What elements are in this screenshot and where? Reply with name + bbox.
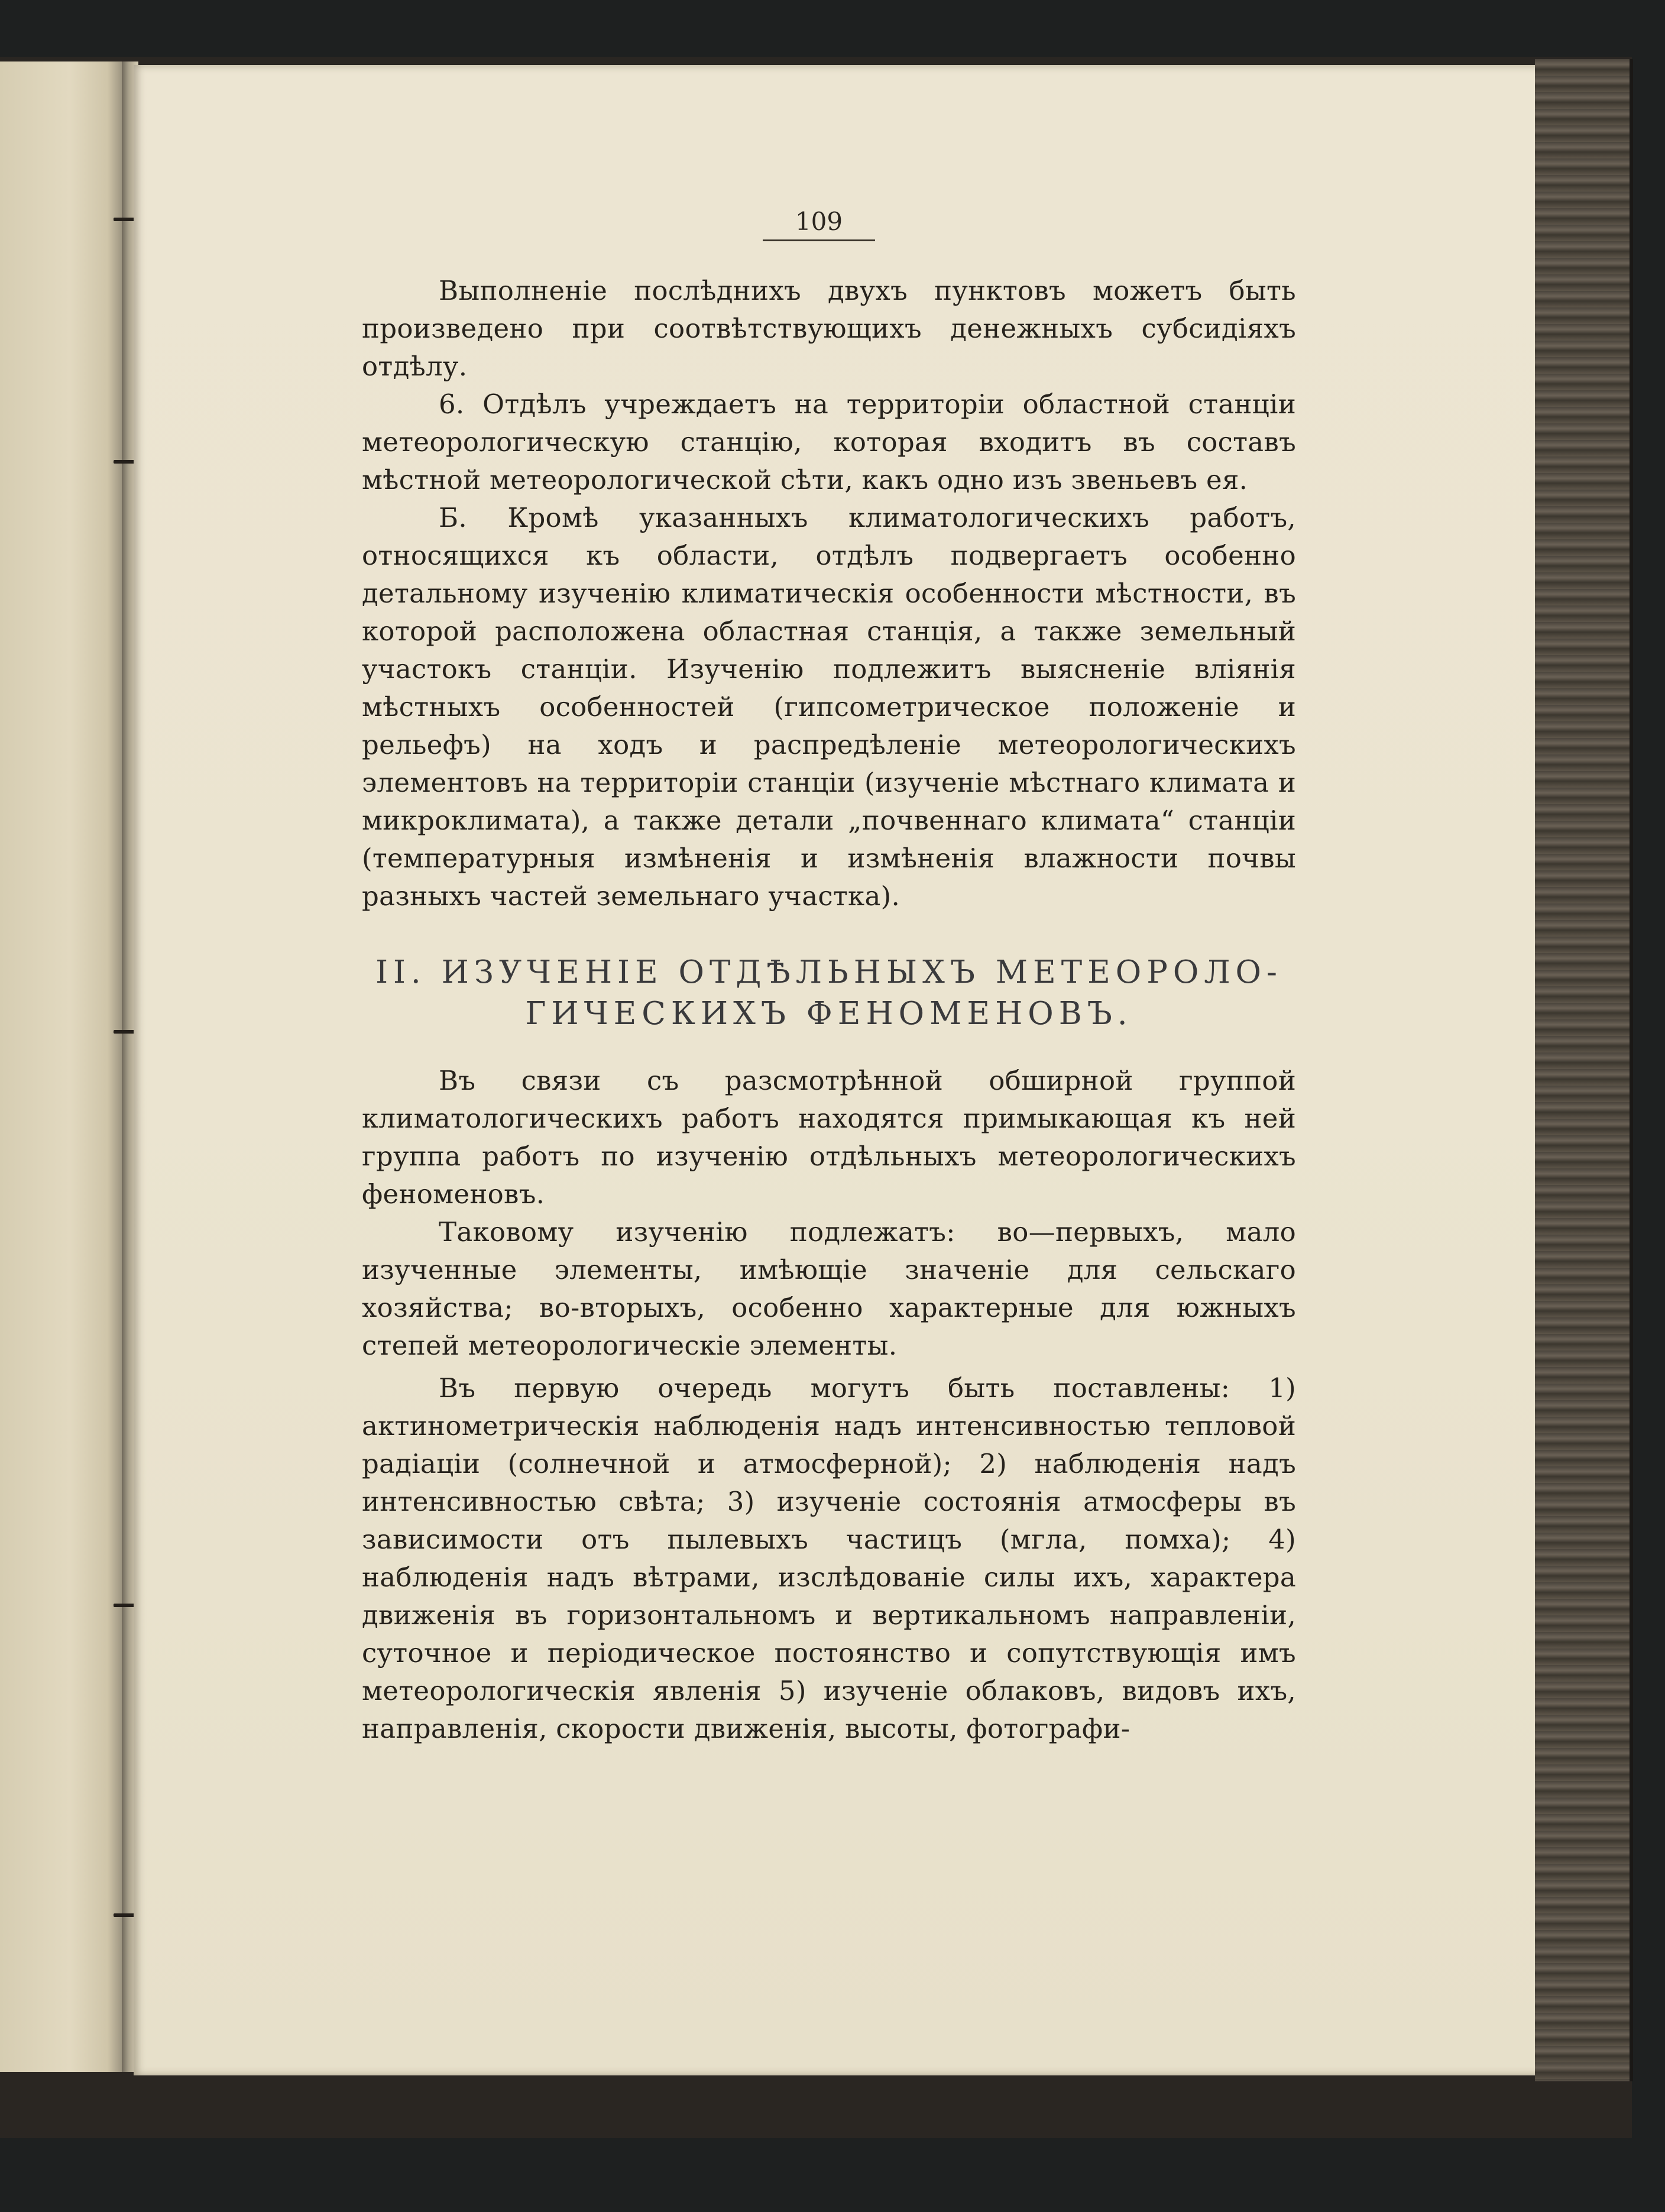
page-number: 109 [763, 207, 875, 241]
paragraph: Выполненіе послѣднихъ двухъ пунктовъ можетъ быть произведено при соотвѣтствующихъ денежныхъ субсидіяхъ отдѣлу. [362, 275, 1296, 382]
page-text [362, 272, 1296, 1748]
paragraph: Таковому изученію подлежатъ: во—первыхъ, мало изученные элементы, имѣющіе значеніе для сельскаго хозяйства; во-вторыхъ, особенно характерные для южныхъ степей метеорологическіе элементы. [362, 1216, 1296, 1361]
paragraph: Въ связи съ разсмотрѣнной обширной группой климатологическихъ работъ находятся примыкающая къ ней группа работъ по изученію отдѣльныхъ метеорологическихъ феноменовъ. [362, 1065, 1296, 1210]
paragraph: Въ первую очередь могутъ быть поставлены: 1) актинометрическія наблюденія надъ интенсивностью тепловой радіаціи (солнечной и атмосферной); 2) наблюденія надъ интенсивностью свѣта; 3) изученіе состоянія атмосферы въ зависимости отъ пылевыхъ частицъ (мгла, помха); 4) наблюденія надъ вѣтрами, изслѣдованіе силы ихъ, характера движенія въ горизонтальномъ и вертикальномъ направленіи, суточное и періодическое постоянство и сопутствующія имъ метеорологическія явленія 5) изученіе облаковъ, видовъ ихъ, направленія, скорости движенія, высоты, фотографи- [362, 1372, 1296, 1744]
book-cover-edge [1535, 59, 1633, 2081]
section-heading [362, 952, 1296, 1035]
section-heading-line: II. ИЗУЧЕНІЕ ОТДѢЛЬНЫХЪ МЕТЕОРОЛО- [375, 954, 1282, 990]
section-heading-line: ГИЧЕСКИХЪ ФЕНОМЕНОВЪ. [525, 996, 1133, 1032]
paragraph: 6. Отдѣлъ учреждаетъ на территоріи областной станціи метеорологическую станцію, которая входитъ въ составъ мѣстной метеорологической сѣти, какъ одно изъ звеньевъ ея. [362, 388, 1296, 495]
left-page-edge [0, 61, 127, 2072]
paragraph: Б. Кромѣ указанныхъ климатологическихъ работъ, относящихся къ области, отдѣлъ подвергаетъ особенно детальному изученію климатическія особенности мѣстности, въ которой расположена областная станція, а также земельный участокъ станціи. Изученію подлежитъ выясненіе вліянія мѣстныхъ особенностей (гипсометрическое положеніе и рельефъ) на ходъ и распредѣленіе метеорологическихъ элементовъ на территоріи станціи (изученіе мѣстнаго климата и микроклимата), а также детали „почвеннаго климата“ станціи (температурныя измѣненія и измѣненія влажности почвы разныхъ частей земельнаго участка). [362, 502, 1296, 912]
